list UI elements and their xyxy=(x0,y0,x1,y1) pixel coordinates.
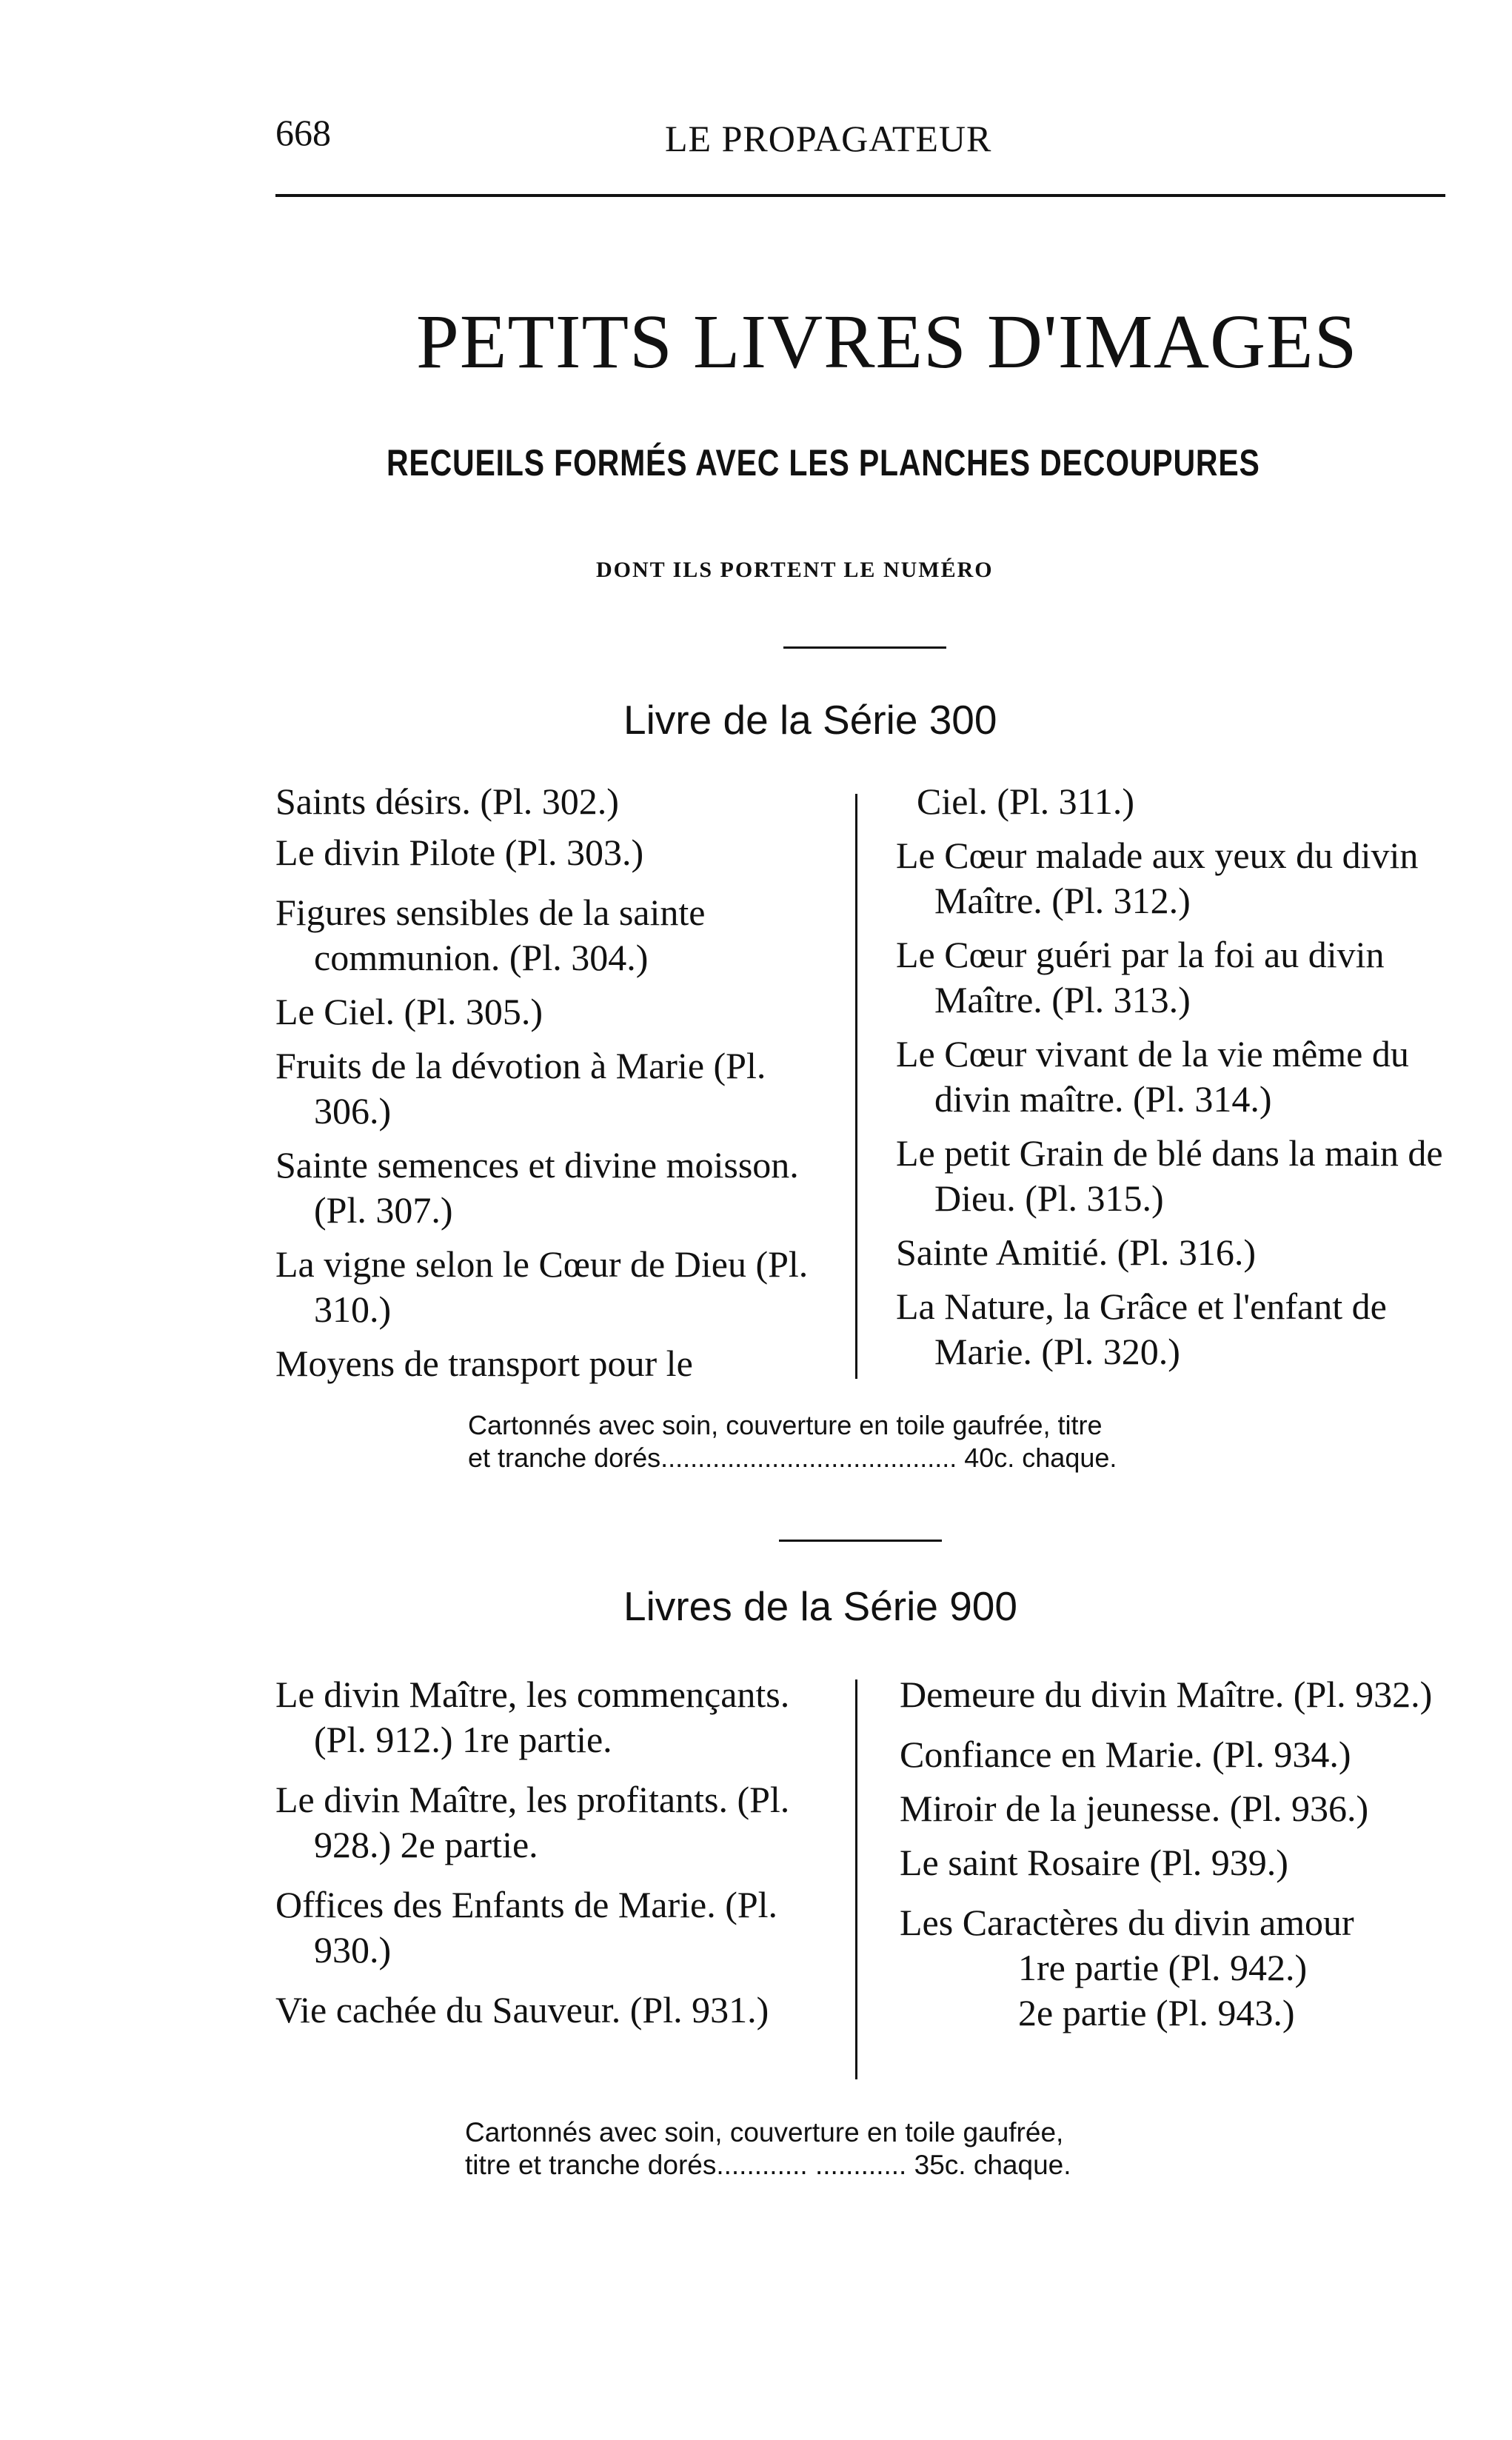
list-item: Le divin Maître, les commençants. (Pl. 912.) 1re partie. xyxy=(275,1674,790,1760)
column-divider xyxy=(855,1679,857,2079)
binding-note-900 xyxy=(465,2116,1071,2182)
column-divider xyxy=(855,794,857,1379)
binding-note-line: et tranche dorés........................................ 40c. chaque. xyxy=(468,1443,1117,1473)
running-title: LE PROPAGATEUR xyxy=(665,118,992,159)
list-item: 1re partie (Pl. 942.) xyxy=(1018,1947,1308,1988)
series-300-right-column xyxy=(896,779,1444,1374)
binding-note-line: Cartonnés avec soin, couverture en toile gaufrée, titre xyxy=(468,1410,1103,1440)
page-number: 668 xyxy=(275,112,331,153)
list-item: Miroir de la jeunesse. (Pl. 936.) xyxy=(900,1788,1369,1829)
list-item: Sainte Amitié. (Pl. 316.) xyxy=(896,1231,1257,1273)
list-item: Le petit Grain de blé dans la main de Dieu. (Pl. 315.) xyxy=(896,1132,1443,1219)
list-item: Les Caractères du divin amour xyxy=(900,1902,1354,1943)
list-item: Ciel. (Pl. 311.) xyxy=(917,781,1134,822)
list-item: Demeure du divin Maître. (Pl. 932.) xyxy=(900,1674,1433,1715)
series-900-right-column xyxy=(900,1672,1444,2036)
list-item: Le divin Pilote (Pl. 303.) xyxy=(275,832,644,873)
binding-note-line: titre et tranche dorés............ ............ 35c. chaque. xyxy=(465,2150,1071,2180)
binding-note-300 xyxy=(468,1409,1117,1474)
list-item: Vie cachée du Sauveur. (Pl. 931.) xyxy=(275,1989,769,2030)
list-item: Offices des Enfants de Marie. (Pl. 930.) xyxy=(275,1884,778,1971)
section-heading-900: Livres de la Série 900 xyxy=(623,1583,1017,1629)
list-item: La vigne selon le Cœur de Dieu (Pl. 310.) xyxy=(275,1243,809,1330)
list-item: Le Cœur guéri par la foi au divin Maître. (Pl. 313.) xyxy=(896,934,1385,1020)
list-item: La Nature, la Grâce et l'enfant de Marie. (Pl. 320.) xyxy=(896,1286,1387,1372)
list-item: Moyens de transport pour le xyxy=(275,1343,693,1384)
list-item: Le saint Rosaire (Pl. 939.) xyxy=(900,1842,1288,1883)
list-item: Saints désirs. (Pl. 302.) xyxy=(275,781,619,822)
series-900-left-column xyxy=(275,1672,823,2033)
list-item: Le Ciel. (Pl. 305.) xyxy=(275,991,543,1032)
list-item: Figures sensibles de la sainte communion. (Pl. 304.) xyxy=(275,892,706,978)
binding-note-line: Cartonnés avec soin, couverture en toile gaufrée, xyxy=(465,2117,1064,2147)
header-rule xyxy=(275,194,1445,197)
list-item: Le Cœur vivant de la vie même du divin maître. (Pl. 314.) xyxy=(896,1033,1409,1120)
list-item: Sainte semences et divine moisson. (Pl. 307.) xyxy=(275,1144,799,1231)
list-item: 2e partie (Pl. 943.) xyxy=(1018,1992,1295,2033)
list-item: Le Cœur malade aux yeux du divin Maître. (Pl. 312.) xyxy=(896,835,1419,921)
section-divider xyxy=(783,646,946,649)
list-item: Le divin Maître, les profitants. (Pl. 928.) 2e partie. xyxy=(275,1779,790,1865)
section-divider xyxy=(779,1540,942,1542)
page-title: PETITS LIVRES D'IMAGES xyxy=(416,299,1358,384)
section-heading-300: Livre de la Série 300 xyxy=(623,697,997,743)
series-300-left-column xyxy=(275,779,823,1386)
subtitle: RECUEILS FORMÉS AVEC LES PLANCHES DECOUPURES xyxy=(387,442,1260,484)
subtitle-secondary: DONT ILS PORTENT LE NUMÉRO xyxy=(596,558,994,582)
list-item: Fruits de la dévotion à Marie (Pl. 306.) xyxy=(275,1045,766,1132)
list-item: Confiance en Marie. (Pl. 934.) xyxy=(900,1734,1351,1775)
